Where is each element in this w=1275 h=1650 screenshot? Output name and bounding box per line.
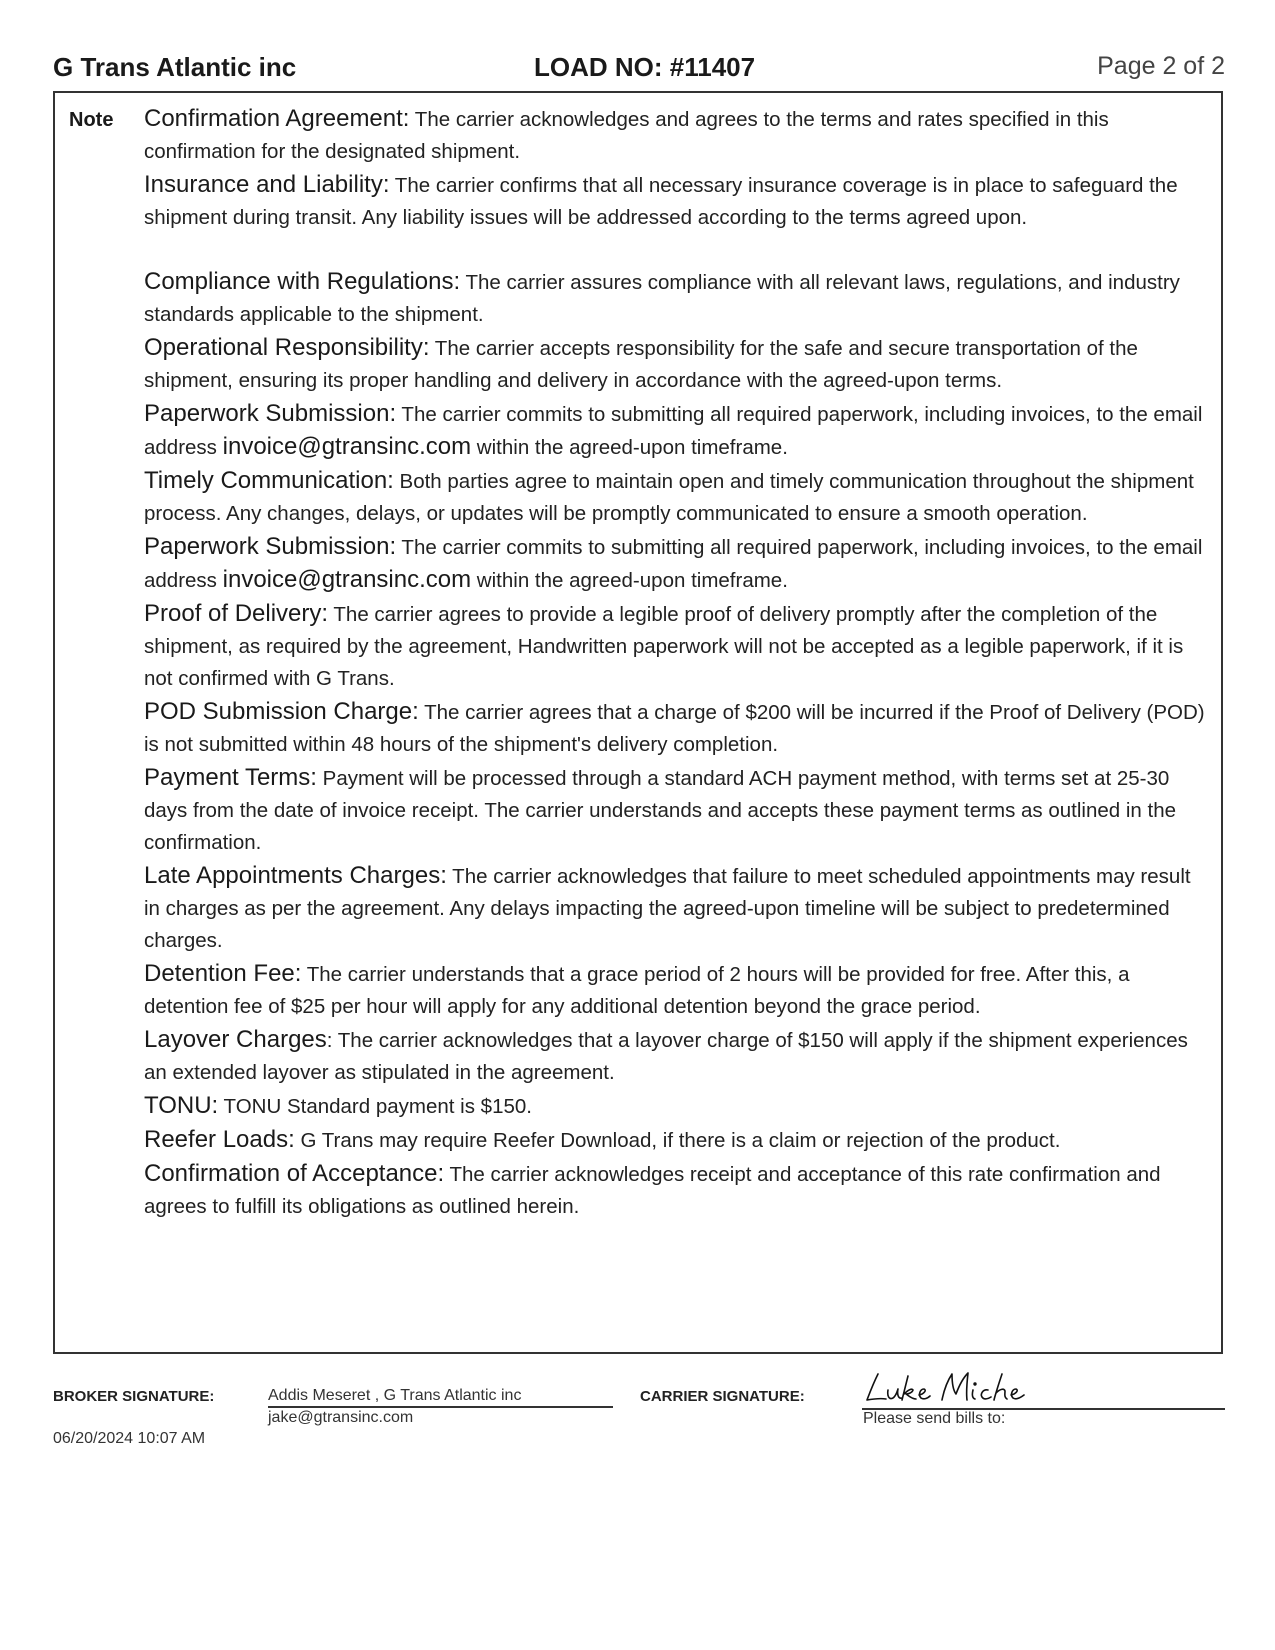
term-paperwork-submission-repeat <box>144 531 1209 597</box>
page-number: Page 2 of 2 <box>1097 52 1225 80</box>
term-tonu <box>144 1090 1209 1123</box>
term-text: The carrier agrees to provide a legible proof of delivery promptly after the completion of the shipment, as required by the agreement, Handwritten paperwork will not be accepted as a legible paperwork, if it is not confirmed with G Trans. <box>144 603 1184 690</box>
page-header <box>53 50 1225 88</box>
term-compliance <box>144 266 1209 331</box>
term-text: The carrier agrees that a charge of $200 will be incurred if the Proof of Delivery (POD) is not submitted within 48 hours of the shipment's delivery completion. <box>144 701 1205 756</box>
term-title: Reefer Loads: <box>144 1126 295 1153</box>
term-title: POD Submission Charge: <box>144 698 419 725</box>
term-title: Detention Fee: <box>144 960 302 987</box>
term-title: Paperwork Submission: <box>144 533 397 560</box>
term-title: Operational Responsibility: <box>144 334 430 361</box>
term-text: The carrier commits to submitting all required paperwork, including invoices, to the email address <box>144 403 1203 459</box>
broker-email: jake@gtransinc.com <box>268 1409 414 1426</box>
term-timely-communication <box>144 465 1209 530</box>
term-text: TONU Standard payment is $150. <box>218 1095 532 1118</box>
terms-box <box>53 91 1223 1354</box>
carrier-signature-label: CARRIER SIGNATURE: <box>640 1388 805 1405</box>
term-text: Both parties agree to maintain open and timely communication throughout the shipment process. Any changes, delays, or updates will be promptly communicated to ensure a smooth operation. <box>144 470 1194 525</box>
term-title: Paperwork Submission: <box>144 400 397 427</box>
term-pod-submission-charge <box>144 696 1209 761</box>
term-text: The carrier understands that a grace period of 2 hours will be provided for free. After this, a detention fee of $25 per hour will apply for any additional detention beyond the grace period. <box>144 963 1130 1018</box>
term-confirmation-agreement <box>144 103 1209 168</box>
term-text: The carrier acknowledges receipt and acceptance of this rate confirmation and agrees to fulfill its obligations as outlined herein. <box>144 1163 1161 1218</box>
send-bills-label: Please send bills to: <box>863 1410 1006 1427</box>
term-title: Proof of Delivery: <box>144 600 329 627</box>
term-title: Layover Charges <box>144 1026 327 1053</box>
company-name: G Trans Atlantic inc <box>53 52 297 82</box>
term-title: Late Appointments Charges: <box>144 862 447 889</box>
note-label: Note <box>69 109 114 131</box>
term-title: Timely Communication: <box>144 467 394 494</box>
term-title: TONU: <box>144 1092 219 1119</box>
term-text-after: within the agreed-upon timeframe. <box>471 436 788 459</box>
term-text: The carrier assures compliance with all relevant laws, regulations, and industry standards applicable to the shipment. <box>144 271 1180 326</box>
term-proof-of-delivery <box>144 598 1209 695</box>
term-reefer-loads <box>144 1124 1209 1157</box>
term-title: Payment Terms: <box>144 764 317 791</box>
term-title: Confirmation of Acceptance: <box>144 1160 445 1187</box>
invoice-email: invoice@gtransinc.com <box>222 566 472 593</box>
term-text: G Trans may require Reefer Download, if there is a claim or rejection of the product. <box>294 1129 1061 1152</box>
term-text: The carrier accepts responsibility for the safe and secure transportation of the shipment, ensuring its proper handling and delivery in accordance with the agreed-upon terms. <box>144 337 1138 392</box>
invoice-email: invoice@gtransinc.com <box>222 433 472 460</box>
signature-datetime: 06/20/2024 10:07 AM <box>53 1430 206 1447</box>
term-late-appointments <box>144 860 1209 957</box>
term-title: Compliance with Regulations: <box>144 268 461 295</box>
term-text: Payment will be processed through a standard ACH payment method, with terms set at 25-30 days from the date of invoice receipt. The carrier understands and accepts these payment terms as outlined in the confirmation. <box>144 767 1177 854</box>
load-number: LOAD NO: #11407 <box>534 52 756 82</box>
term-text: : The carrier acknowledges that a layover charge of $150 will apply if the shipment experiences an extended layover as stipulated in the agreement. <box>144 1029 1188 1084</box>
term-text: The carrier confirms that all necessary insurance coverage is in place to safeguard the shipment during transit. Any liability issues will be addressed according to the terms agreed upon. <box>144 174 1178 229</box>
term-title: Insurance and Liability: <box>144 171 390 198</box>
term-title: Confirmation Agreement: <box>144 105 410 132</box>
broker-signature-label: BROKER SIGNATURE: <box>53 1388 215 1405</box>
broker-signature-name: Addis Meseret , G Trans Atlantic inc <box>268 1387 613 1408</box>
term-text: The carrier acknowledges and agrees to the terms and rates specified in this confirmation for the designated shipment. <box>144 108 1109 163</box>
term-payment-terms <box>144 762 1209 859</box>
term-confirmation-of-acceptance <box>144 1158 1209 1223</box>
signature-area <box>53 1368 1225 1458</box>
term-layover-charges <box>144 1024 1209 1089</box>
term-text: The carrier commits to submitting all required paperwork, including invoices, to the email address <box>144 536 1203 592</box>
term-insurance-liability <box>144 169 1209 234</box>
term-operational-responsibility <box>144 332 1209 397</box>
carrier-handwritten-signature <box>864 1368 1054 1408</box>
terms-list <box>144 103 1209 1224</box>
term-text-after: within the agreed-upon timeframe. <box>471 569 788 592</box>
term-text: The carrier acknowledges that failure to meet scheduled appointments may result in charges as per the agreement. Any delays impacting the agreed-upon timeline will be subject to predetermined charges. <box>144 865 1191 952</box>
term-paperwork-submission <box>144 398 1209 464</box>
term-detention-fee <box>144 958 1209 1023</box>
